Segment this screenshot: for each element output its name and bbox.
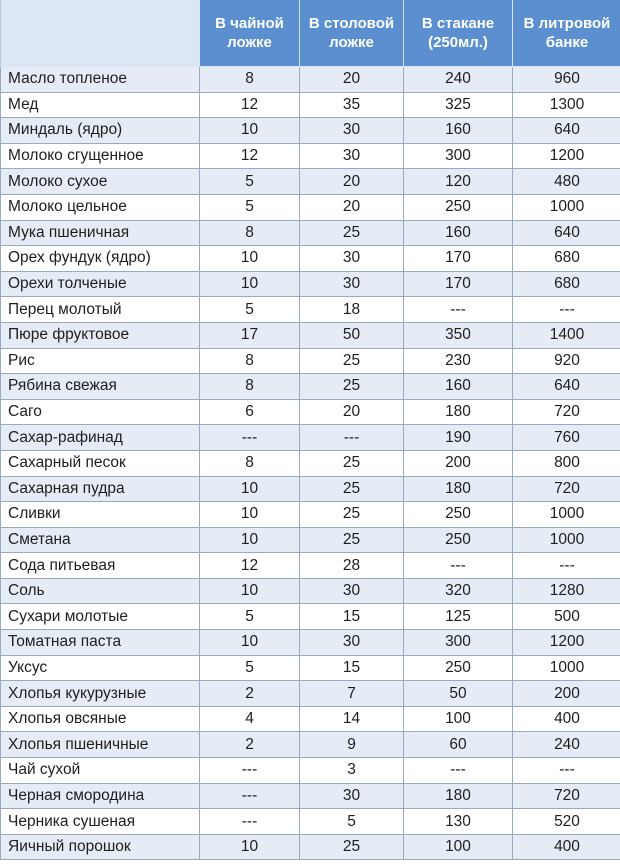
cell-glass: ---	[404, 758, 513, 784]
cell-teaspoon: ---	[200, 758, 300, 784]
cell-liter-jar: 1000	[513, 655, 620, 681]
cell-tablespoon: ---	[300, 425, 404, 451]
cell-teaspoon: 12	[200, 92, 300, 118]
cell-teaspoon: 10	[200, 476, 300, 502]
cell-product: Миндаль (ядро)	[1, 118, 200, 144]
cell-tablespoon: 20	[300, 194, 404, 220]
cell-glass: 180	[404, 399, 513, 425]
table-row	[1, 502, 620, 528]
table-row	[1, 348, 620, 374]
cell-tablespoon: 30	[300, 271, 404, 297]
cell-tablespoon: 25	[300, 502, 404, 528]
table-row	[1, 681, 620, 707]
cell-teaspoon: 8	[200, 67, 300, 93]
cell-product: Соль	[1, 578, 200, 604]
cell-teaspoon: 6	[200, 399, 300, 425]
cell-liter-jar: 680	[513, 246, 620, 272]
table-header	[1, 0, 620, 67]
table-row	[1, 732, 620, 758]
cell-product: Хлопья кукурузные	[1, 681, 200, 707]
cell-liter-jar: 480	[513, 169, 620, 195]
cell-teaspoon: 4	[200, 706, 300, 732]
cell-glass: 250	[404, 194, 513, 220]
cell-product: Молоко сгущенное	[1, 143, 200, 169]
table-row	[1, 655, 620, 681]
cell-teaspoon: 8	[200, 348, 300, 374]
cell-glass: 325	[404, 92, 513, 118]
cell-teaspoon: 10	[200, 271, 300, 297]
cell-glass: 180	[404, 476, 513, 502]
cell-glass: 300	[404, 630, 513, 656]
cell-product: Мука пшеничная	[1, 220, 200, 246]
cell-teaspoon: 8	[200, 450, 300, 476]
cell-product: Молоко сухое	[1, 169, 200, 195]
cell-liter-jar: 1000	[513, 502, 620, 528]
cell-glass: 250	[404, 655, 513, 681]
cell-tablespoon: 15	[300, 604, 404, 630]
cell-tablespoon: 5	[300, 809, 404, 835]
cell-teaspoon: 8	[200, 220, 300, 246]
table-row	[1, 246, 620, 272]
table-row	[1, 604, 620, 630]
cell-liter-jar: 1280	[513, 578, 620, 604]
table-row	[1, 476, 620, 502]
cell-glass: 170	[404, 271, 513, 297]
cell-tablespoon: 25	[300, 220, 404, 246]
cell-teaspoon: 5	[200, 169, 300, 195]
cell-teaspoon: 2	[200, 681, 300, 707]
cell-teaspoon: 12	[200, 553, 300, 579]
cell-glass: 250	[404, 502, 513, 528]
cell-glass: 100	[404, 706, 513, 732]
table-row	[1, 450, 620, 476]
cell-product: Томатная паста	[1, 630, 200, 656]
cell-liter-jar: 1000	[513, 194, 620, 220]
table-row	[1, 578, 620, 604]
cell-liter-jar: 1300	[513, 92, 620, 118]
cell-teaspoon: 17	[200, 322, 300, 348]
cell-liter-jar: ---	[513, 758, 620, 784]
table-row	[1, 758, 620, 784]
cell-glass: 350	[404, 322, 513, 348]
header-liter-jar: В литровой банке	[513, 0, 620, 67]
cell-tablespoon: 9	[300, 732, 404, 758]
cell-product: Мед	[1, 92, 200, 118]
cell-tablespoon: 25	[300, 348, 404, 374]
table-row	[1, 374, 620, 400]
cell-tablespoon: 30	[300, 630, 404, 656]
cell-product: Рябина свежая	[1, 374, 200, 400]
cell-glass: 50	[404, 681, 513, 707]
cell-liter-jar: 720	[513, 783, 620, 809]
cell-liter-jar: 720	[513, 476, 620, 502]
table-row	[1, 783, 620, 809]
table-row	[1, 425, 620, 451]
cell-tablespoon: 30	[300, 143, 404, 169]
cell-glass: 160	[404, 118, 513, 144]
cell-glass: 125	[404, 604, 513, 630]
cell-liter-jar: 640	[513, 374, 620, 400]
cell-liter-jar: 400	[513, 834, 620, 860]
cell-product: Черника сушеная	[1, 809, 200, 835]
cell-glass: 160	[404, 220, 513, 246]
cell-teaspoon: 10	[200, 527, 300, 553]
cell-product: Масло топленое	[1, 67, 200, 93]
cell-glass: 320	[404, 578, 513, 604]
cell-tablespoon: 28	[300, 553, 404, 579]
cell-teaspoon: 5	[200, 194, 300, 220]
cell-teaspoon: ---	[200, 809, 300, 835]
cell-teaspoon: ---	[200, 783, 300, 809]
cell-product: Сметана	[1, 527, 200, 553]
cell-tablespoon: 25	[300, 834, 404, 860]
cell-teaspoon: ---	[200, 425, 300, 451]
cell-teaspoon: 5	[200, 297, 300, 323]
cell-teaspoon: 10	[200, 578, 300, 604]
cell-tablespoon: 25	[300, 476, 404, 502]
cell-product: Хлопья пшеничные	[1, 732, 200, 758]
cell-product: Перец молотый	[1, 297, 200, 323]
cell-product: Сода питьевая	[1, 553, 200, 579]
table-row	[1, 67, 620, 93]
cell-teaspoon: 5	[200, 604, 300, 630]
cell-glass: 190	[404, 425, 513, 451]
cell-teaspoon: 2	[200, 732, 300, 758]
cell-tablespoon: 18	[300, 297, 404, 323]
cell-liter-jar: 680	[513, 271, 620, 297]
cell-liter-jar: 200	[513, 681, 620, 707]
cell-teaspoon: 10	[200, 834, 300, 860]
cell-glass: 100	[404, 834, 513, 860]
cell-glass: 170	[404, 246, 513, 272]
table-row	[1, 706, 620, 732]
cell-liter-jar: 640	[513, 220, 620, 246]
cell-liter-jar: ---	[513, 297, 620, 323]
cell-glass: 250	[404, 527, 513, 553]
cell-product: Рис	[1, 348, 200, 374]
table-row	[1, 834, 620, 860]
cell-product: Черная смородина	[1, 783, 200, 809]
cell-tablespoon: 30	[300, 783, 404, 809]
cell-glass: 240	[404, 67, 513, 93]
table-body	[1, 67, 620, 860]
cell-teaspoon: 10	[200, 118, 300, 144]
cell-product: Чай сухой	[1, 758, 200, 784]
cell-teaspoon: 10	[200, 630, 300, 656]
table-row	[1, 322, 620, 348]
cell-liter-jar: 1400	[513, 322, 620, 348]
cell-liter-jar: 1000	[513, 527, 620, 553]
table-row	[1, 297, 620, 323]
cell-liter-jar: 960	[513, 67, 620, 93]
table-row	[1, 194, 620, 220]
cell-product: Пюре фруктовое	[1, 322, 200, 348]
cell-product: Сухари молотые	[1, 604, 200, 630]
cell-glass: 200	[404, 450, 513, 476]
cell-tablespoon: 30	[300, 118, 404, 144]
cell-glass: 160	[404, 374, 513, 400]
table-row	[1, 118, 620, 144]
cell-tablespoon: 20	[300, 67, 404, 93]
cell-tablespoon: 15	[300, 655, 404, 681]
cell-liter-jar: 760	[513, 425, 620, 451]
table-row	[1, 399, 620, 425]
cell-liter-jar: 1200	[513, 630, 620, 656]
table-row	[1, 169, 620, 195]
cell-product: Орехи толченые	[1, 271, 200, 297]
cell-product: Сахар-рафинад	[1, 425, 200, 451]
cell-teaspoon: 10	[200, 246, 300, 272]
cell-tablespoon: 30	[300, 578, 404, 604]
cell-product: Хлопья овсяные	[1, 706, 200, 732]
header-teaspoon: В чайной ложке	[200, 0, 300, 67]
cell-teaspoon: 8	[200, 374, 300, 400]
cell-product: Молоко цельное	[1, 194, 200, 220]
cell-tablespoon: 25	[300, 527, 404, 553]
cell-liter-jar: ---	[513, 553, 620, 579]
cell-liter-jar: 520	[513, 809, 620, 835]
header-glass: В стакане (250мл.)	[404, 0, 513, 67]
cell-tablespoon: 50	[300, 322, 404, 348]
cell-product: Сливки	[1, 502, 200, 528]
table-row	[1, 630, 620, 656]
cell-tablespoon: 3	[300, 758, 404, 784]
table-row	[1, 220, 620, 246]
cell-tablespoon: 30	[300, 246, 404, 272]
cell-glass: ---	[404, 553, 513, 579]
table-row	[1, 92, 620, 118]
cell-product: Сахарный песок	[1, 450, 200, 476]
cell-teaspoon: 5	[200, 655, 300, 681]
cell-product: Яичный порошок	[1, 834, 200, 860]
cell-tablespoon: 14	[300, 706, 404, 732]
cell-glass: 180	[404, 783, 513, 809]
cell-liter-jar: 800	[513, 450, 620, 476]
cell-glass: 130	[404, 809, 513, 835]
cell-liter-jar: 400	[513, 706, 620, 732]
header-row	[1, 0, 620, 67]
table-row	[1, 527, 620, 553]
cell-product: Орех фундук (ядро)	[1, 246, 200, 272]
table-row	[1, 809, 620, 835]
cell-glass: ---	[404, 297, 513, 323]
cell-teaspoon: 12	[200, 143, 300, 169]
cell-tablespoon: 35	[300, 92, 404, 118]
table-row	[1, 553, 620, 579]
cell-tablespoon: 20	[300, 169, 404, 195]
cell-teaspoon: 10	[200, 502, 300, 528]
cell-glass: 60	[404, 732, 513, 758]
cell-liter-jar: 640	[513, 118, 620, 144]
cell-glass: 230	[404, 348, 513, 374]
table-row	[1, 143, 620, 169]
cell-glass: 300	[404, 143, 513, 169]
cell-tablespoon: 20	[300, 399, 404, 425]
cell-glass: 120	[404, 169, 513, 195]
cell-liter-jar: 240	[513, 732, 620, 758]
cell-liter-jar: 720	[513, 399, 620, 425]
table-row	[1, 271, 620, 297]
cell-tablespoon: 25	[300, 450, 404, 476]
cell-product: Уксус	[1, 655, 200, 681]
cell-tablespoon: 25	[300, 374, 404, 400]
header-corner-cell	[1, 0, 200, 67]
cell-tablespoon: 7	[300, 681, 404, 707]
cell-product: Сахарная пудра	[1, 476, 200, 502]
header-tablespoon: В столовой ложке	[300, 0, 404, 67]
cell-liter-jar: 920	[513, 348, 620, 374]
cell-liter-jar: 1200	[513, 143, 620, 169]
cell-liter-jar: 500	[513, 604, 620, 630]
cell-product: Саго	[1, 399, 200, 425]
